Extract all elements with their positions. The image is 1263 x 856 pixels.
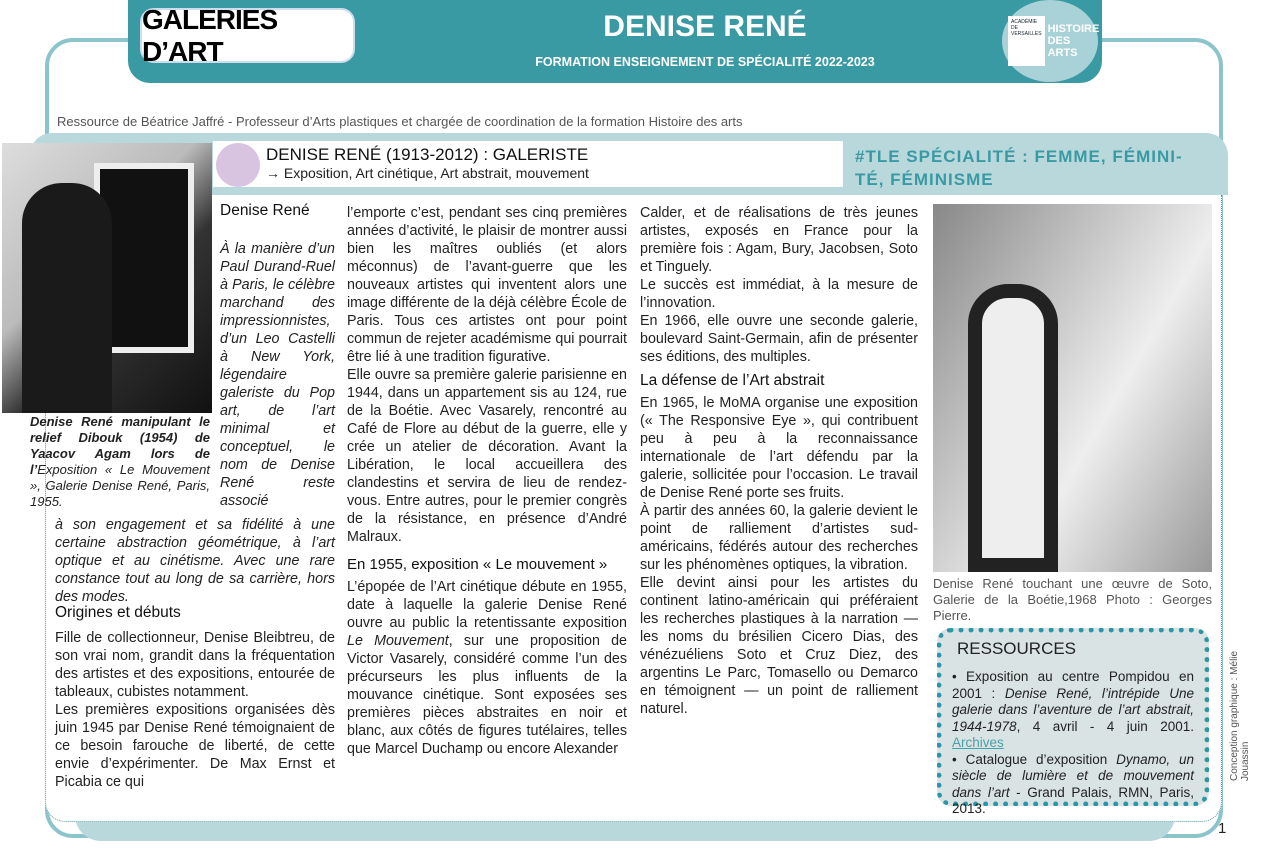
page-subtitle: FORMATION ENSEIGNEMENT DE SPÉCIALITÉ 2022-2023 (535, 55, 875, 69)
page-number: 1 (1218, 820, 1227, 837)
column-3: Calder, et de réalisations de très jeunes artistes, exposés en France pour la première fois : Agam, Bury, Jacobsen, Soto et Tinguely. Le succès est immédiat, à la mesure de l’innovation. En 1966, elle ouvre une seconde galerie, boulevard Saint-Germain, afin de présenter ses éditions, des multiples. La défense de l’Art abstrait En 1965, le MoMA organise une exposition (« The Responsive Eye », qui contribuent peu à peu à la reconnaissance internationale de l’art défendu par la galerie, sollicitée pour l’occasion. Le travail de Denise René porte ses fruits. À partir des années 60, la galerie devient le point de ralliement d’artistes sud-américains, fédérés autour des recherches sur les phénomènes optiques, la vibration. Elle devint ainsi pour les artistes du continent latino-américain qui préféraient les recherches plastiques à la narration — les noms du brésilien Cicero Dias, des vénézuéliens Soto et Cruz Diez, des argentins Le Parc, Tomasello ou Demarco en témoignent — un point de ralliement naturel. (640, 205, 918, 717)
resources-title: RESSOURCES (957, 639, 1077, 658)
origins-text: Fille de collectionneur, Denise Bleibtreu, de son vrai nom, grandit dans la fréquentation des artistes et des expositions, entourée de tableaux, cubistes notamment. Les premières expositions organisées dès juin 1945 par Denise René témoignaient de ce besoin farouche de liberté, de cette envie d’expérimenter. De Max Ernst et Picabia ce qui (55, 630, 335, 790)
origins-heading: Origines et débuts (55, 604, 181, 621)
avatar (216, 143, 260, 187)
archives-link[interactable]: Archives (952, 735, 1004, 750)
hda-logo: HISTOIRE DES ARTS (1047, 23, 1100, 59)
resource-item: • Exposition au centre Pompidou en 2001 : Denise René, l’intrépide Une galerie dans l’aventure de l’art abstrait, 1944-1978, 4 avril - 4 juin 2001. Archives (952, 669, 1194, 750)
exhibition-heading: En 1955, exposition « Le mouvement » (347, 556, 608, 573)
intro-text: À la manière d’un Paul Durand-Ruel à Paris, le célèbre marchand des impressionnistes, d’un Leo Castelli à New York, légendaire galeriste du Pop art, de l’art minimal et conceptuel, le nom de Denise René reste associé (220, 241, 335, 509)
resources-box (937, 628, 1209, 816)
academy-logo: ACADÉMIE DE VERSAILLES (1008, 16, 1045, 66)
photo-caption-2: Denise René touchant une œuvre de Soto, Galerie de la Boétie,1968 Photo : Georges Pierre. (933, 576, 1212, 623)
logo (1002, 0, 1098, 82)
column-2: l’emporte c’est, pendant ses cinq premières années d’activité, le plaisir de montrer aussi bien les maîtres oubliés (et alors méconnus) de l’avant-guerre que les nouveaux artistes qui inventent alors une image différente de la déjà célèbre École de Paris. Tous ces artistes ont pour point commun de rejeter académisme qui pourrait être lié à une tradition figurative. Elle ouvre sa première galerie parisienne en 1944, dans un appartement sis au 124, rue de la Boétie. Avec Vasarely, rencontré au Café de Flore au début de la guerre, elle y crée un atelier de décoration. Avant la Libération, le local accueillera des clandestins et servira de lieu de rendez-vous. Entre autres, pour le premier congrès de la résistance, en présence d’André Malraux. En 1955, exposition « Le mouvement » L’épopée de l’Art cinétique débute en 1955, date à laquelle la galerie Denise René ouvre au public la retentissante exposition Le Mouvement, sur une proposition de Victor Vasarely, considéré comme l’un des précurseurs les plus influents de la mouvance cinétique. Sont exposées ses premières pièces abstraites en noir et blanc, aux côtés de figures tutélaires, telles que Marcel Duchamp ou encore Alexander (347, 205, 628, 757)
topic-keywords: → Exposition, Art cinétique, Art abstrait, mouvement (266, 165, 589, 181)
abstract-art-heading: La défense de l’Art abstrait (640, 372, 825, 389)
author-credit: Ressource de Béatrice Jaffré - Professeur d’Arts plastiques et chargée de coordination de la formation Histoire des arts (57, 114, 743, 129)
resource-item: • Catalogue d’exposition Dynamo, un siècle de lumière et de mouvement dans l’art - Grand Palais, RMN, Paris, 2013. (952, 751, 1195, 816)
section-label: GALERIES D’ART (140, 8, 355, 63)
topic-title: DENISE RENÉ (1913-2012) : GALERISTE (266, 145, 589, 164)
topic-header (213, 141, 843, 187)
topic-tag: #TLE SPÉCIALITÉ : FEMME, FÉMINI-TÉ, FÉMINISME (855, 147, 1183, 189)
photo-caption-1: Denise René manipulant le relief Dibouk (1954) de Yaacov Agam lors de l’Exposition « Le Mouvement », Galerie Denise René, Paris, 1955. (30, 414, 210, 509)
page-title: DENISE RENÉ (603, 10, 807, 43)
intro-heading: Denise René (220, 202, 310, 219)
photo-denise-rene-soto (933, 204, 1212, 572)
intro-text-cont: à son engagement et sa fidélité à une certaine abstraction géométrique, à l’art optique et au cinétisme. Avec une rare constance tout au long de sa carrière, hors des modes. (55, 517, 335, 605)
photo-denise-rene-agam (2, 143, 212, 413)
design-credit: Conception graphique : Mélie Jouassin (1229, 650, 1251, 781)
